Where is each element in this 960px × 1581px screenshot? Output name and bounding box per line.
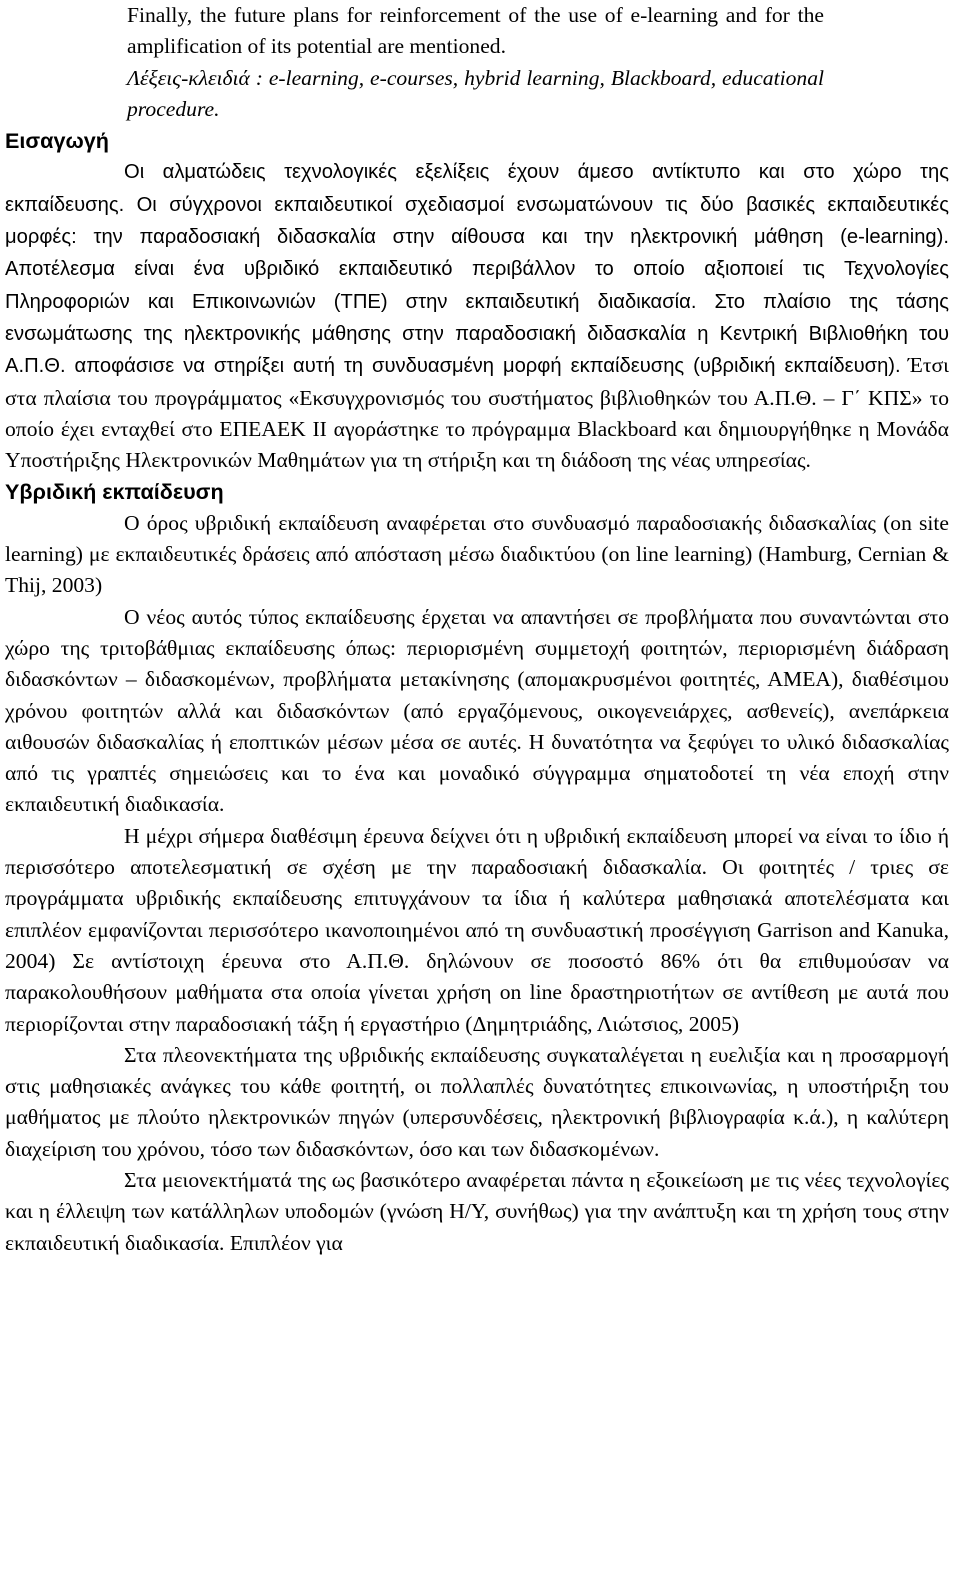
hybrid-paragraph-2: Ο νέος αυτός τύπος εκπαίδευσης έρχεται να απαντήσει σε προβλήματα που συναντώνται στο χώρο της τριτοβάθμιας εκπαίδευσης όπως: περιορισμένη συμμετοχή φοιτητών, περιορισμένη διάδραση διδασκόντων – διδασκομένων, προβλήματα μετακίνησης (απομακρυσμένοι φοιτητές, ΑΜΕΑ), διαθέσιμου χρόνου φοιτητών αλλά και διδασκόντων (από εργαζόμενους, οικογενειάρχες, ασθενείς), ανεπάρκεια αιθουσών διδασκαλίας ή εποπτικών μέσων μέσα σε αυτές. Η δυνατότητα να ξεφύγει το υλικό διδασκαλίας από τις γραπτές σημειώσεις και το ένα και μοναδικό σύγγραμμα σηματοδοτεί τη νέα εποχή στην εκπαιδευτική διαδικασία. [5, 604, 949, 817]
hybrid-heading: Υβριδική εκπαίδευση [5, 479, 224, 505]
intro-text-sans: Οι αλματώδεις τεχνολογικές εξελίξεις έχουν άμεσο αντίκτυπο και στο χώρο της εκπαίδευσης. Οι σύγχρονοι εκπαιδευτικοί σχεδιασμοί ενσωματώνουν τις δύο βασικές εκπαιδευτικές μορφές: την παραδοσιακή διδασκαλία στην αίθουσα και την ηλεκτρονική μάθηση (e-learning). Αποτέλεσμα είναι ένα υβριδικό εκπαιδευτικό περιβάλλον το οποίο αξιοποιεί τις Τεχνολογίες Πληροφοριών και Επικοινωνιών (ΤΠΕ) στην εκπαιδευτική διαδικασία. Στο πλαίσιο της τάσης ενσωμάτωσης της ηλεκτρονικής μάθησης στην παραδοσιακή διδασκαλία η Κεντρική Βιβλιοθήκη του Α.Π.Θ. αποφάσισε να στηρίξει αυτή τη συνδυασμένη μορφή εκπαίδευσης (υβριδική εκπαίδευση). [5, 161, 949, 378]
hybrid-paragraph-3: Η μέχρι σήμερα διαθέσιμη έρευνα δείχνει ότι η υβριδική εκπαίδευση μπορεί να είναι το ίδιο ή περισσότερο αποτελεσματική σε σχέση με την παραδοσιακή διδασκαλία. Οι φοιτητές / τριες σε προγράμματα υβριδικής εκπαίδευσης επιτυγχάνουν τα ίδια ή καλύτερα μαθησιακά αποτελέσματα και επιπλέον εμφανίζονται περισσότερο ικανοποιημένοι από τη συνδυαστική προσέγγιση Garrison and Kanuka, 2004) Σε αντίστοιχη έρευνα στο Α.Π.Θ. δηλώνουν σε ποσοστό 86% ότι θα επιθυμούσαν να παρακολουθήσουν μαθήματα στα οποία γίνεται χρήση on line δραστηριοτήτων σε αντίθεση με αυτά που περιορίζονται στην παραδοσιακή τάξη ή εργαστήριο (Δημητριάδης, Λιώτσιος, 2005) [5, 823, 949, 1036]
keywords-line [5, 63, 949, 126]
hybrid-paragraph-1: Ο όρος υβριδική εκπαίδευση αναφέρεται στο συνδυασμό παραδοσιακής διδασκαλίας (on site learning) με εκπαιδευτικές δράσεις από απόσταση μέσω διαδικτύου (on line learning) (Hamburg, Cernian & Thij, 2003) [5, 510, 949, 598]
keywords-label: Λέξεις-κλειδιά [127, 65, 250, 90]
abstract-closing: Finally, the future plans for reinforcement of the use of e-learning and for the amplification of its potential are mentioned. [127, 3, 824, 59]
intro-paragraph [5, 156, 949, 476]
hybrid-paragraph-5: Στα μειονεκτήματά της ως βασικότερο αναφέρεται πάντα η εξοικείωση με τις νέες τεχνολογίες και η έλλειψη των κατάλληλων υποδομών (γνώση Η/Υ, συνήθως) για την ανάπτυξη και τη χρήση τους στην εκπαιδευτική διαδικασία. Επιπλέον για [5, 1167, 949, 1255]
hybrid-paragraph-4: Στα πλεονεκτήματα της υβριδικής εκπαίδευσης συγκαταλέγεται η ευελιξία και η προσαρμογή στις μαθησιακές ανάγκες του κάθε φοιτητή, οι πολλαπλές δυνατότητες επικοινωνίας, η υποστήριξη του μαθήματος με πλούτο ηλεκτρονικών πηγών (υπερσυνδέσεις, ηλεκτρονική βιβλιογραφία κ.ά.), η καλύτερη διαχείριση του χρόνου, τόσο των διδασκόντων, όσο και των διδασκομένων. [5, 1042, 949, 1161]
keywords-list: e-learning, e-courses, hybrid learning, Blackboard, educational procedure. [127, 65, 824, 121]
intro-heading: Εισαγωγή [5, 128, 109, 154]
intro-text-serif: Έτσι στα πλαίσια του προγράμματος «Εκσυγχρονισμός του συστήματος βιβλιοθηκών του Α.Π.Θ. – Γ΄ ΚΠΣ» το οποίο έχει ενταχθεί στο ΕΠΕΑΕΚ ΙΙ αγοράστηκε το πρόγραμμα Blackboard και δημιουργήθηκε η Μονάδα Υποστήριξης Ηλεκτρονικών Μαθημάτων για τη στήριξη και τη διάδοση της νέας υπηρεσίας. [5, 353, 949, 473]
keywords-separator: : [249, 65, 269, 90]
